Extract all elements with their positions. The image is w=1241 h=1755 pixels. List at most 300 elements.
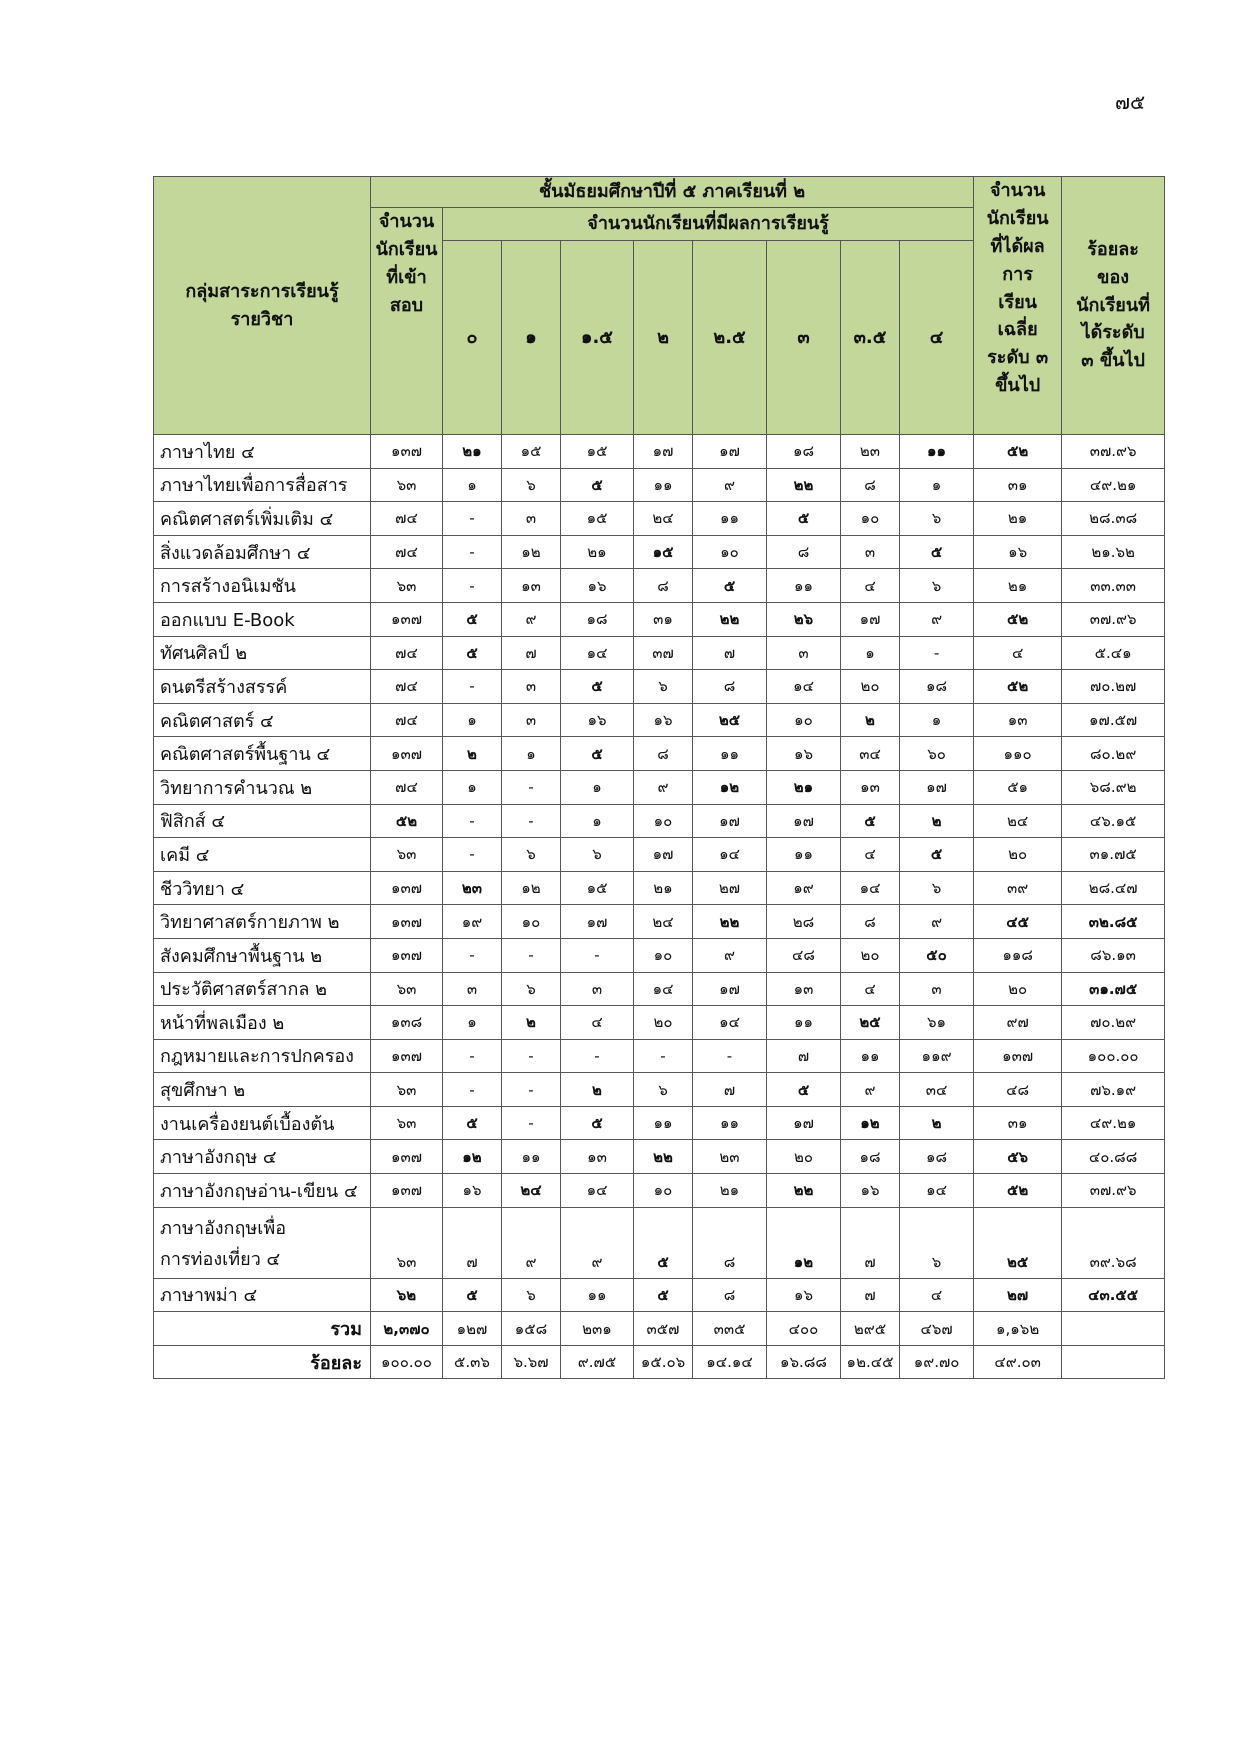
header-grade: ๓.๕	[841, 241, 900, 435]
g15-cell: ๑	[561, 770, 634, 804]
g2-cell: ๑๑	[634, 468, 693, 502]
table-row	[154, 1207, 1165, 1278]
pct-cell: ๒๑.๖๒	[1062, 535, 1165, 569]
g0-cell: ๕	[443, 602, 502, 636]
g2-cell: ๓๑	[634, 602, 693, 636]
header-avg-count	[974, 177, 1062, 435]
header-pct-line: ของ	[1097, 266, 1130, 288]
g0-cell: ๗	[443, 1207, 502, 1278]
tested-cell: ๗๔	[371, 636, 443, 670]
pct-cell: ๓๗.๙๖	[1062, 435, 1165, 469]
g4-cell: ๓๔	[900, 1073, 974, 1107]
g35-cell: ๒๐	[841, 938, 900, 972]
subject-cell	[154, 1073, 371, 1107]
tested-cell: ๑๓๗	[371, 435, 443, 469]
percent-row-label: ร้อยละ	[154, 1345, 371, 1379]
g0-cell: ๕	[443, 636, 502, 670]
subject-cell	[154, 636, 371, 670]
table-row	[154, 1140, 1165, 1174]
subject-name: ภาษาอังกฤษ ๔	[160, 1147, 277, 1169]
total-row-g4: ๔๖๗	[900, 1312, 974, 1346]
header-avg-line: นักเรียน	[986, 207, 1049, 229]
g1-cell: ๒	[502, 1006, 561, 1040]
g15-cell: ๕	[561, 737, 634, 771]
tested-cell: ๖๓	[371, 1207, 443, 1278]
g15-cell: ๑	[561, 804, 634, 838]
g1-cell: ๑๓	[502, 569, 561, 603]
g15-cell: ๑๖	[561, 569, 634, 603]
pct-cell: ๓๑.๗๕	[1062, 838, 1165, 872]
g4-cell: ๒	[900, 1106, 974, 1140]
g1-cell: ๑๕	[502, 435, 561, 469]
g1-cell: ๑	[502, 737, 561, 771]
percent-row-tested: ๑๐๐.๐๐	[371, 1345, 443, 1379]
g25-cell: ๑๑	[693, 737, 767, 771]
g4-cell: ๑๘	[900, 670, 974, 704]
g25-cell: ๒๓	[693, 1140, 767, 1174]
table-row	[154, 468, 1165, 502]
table-row	[154, 636, 1165, 670]
header-level-term: ชั้นมัธยมศึกษาปีที่ ๕ ภาคเรียนที่ ๒	[371, 177, 974, 208]
g2-cell: ๙	[634, 770, 693, 804]
avg-cell: ๑๓	[974, 703, 1062, 737]
percent-row-g15: ๙.๗๕	[561, 1345, 634, 1379]
g25-cell: -	[693, 1039, 767, 1073]
total-row-g1: ๑๕๘	[502, 1312, 561, 1346]
g2-cell: ๑๗	[634, 838, 693, 872]
g1-cell: -	[502, 770, 561, 804]
tested-cell: ๑๓๗	[371, 905, 443, 939]
g1-cell: ๖	[502, 972, 561, 1006]
subject-name: ภาษาไทย ๔	[160, 441, 255, 463]
tested-cell: ๖๓	[371, 569, 443, 603]
avg-cell: ๒๐	[974, 838, 1062, 872]
total-row-avg: ๑,๑๖๒	[974, 1312, 1062, 1346]
g3-cell: ๑๖	[767, 1278, 841, 1312]
g4-cell: ๒	[900, 804, 974, 838]
g15-cell: ๑๕	[561, 502, 634, 536]
g15-cell: -	[561, 1039, 634, 1073]
tested-cell: ๖๓	[371, 1073, 443, 1107]
g15-cell: ๔	[561, 1006, 634, 1040]
avg-cell: ๓๙	[974, 871, 1062, 905]
table-row	[154, 602, 1165, 636]
percent-row-g2: ๑๕.๐๖	[634, 1345, 693, 1379]
page-number: ๗๕	[1115, 90, 1146, 114]
results-table	[153, 176, 1165, 1379]
percent-row-g1: ๖.๖๗	[502, 1345, 561, 1379]
subject-name-line2: การท่องเที่ยว ๔	[160, 1249, 281, 1271]
g15-cell: ๑๑	[561, 1278, 634, 1312]
g3-cell: ๗	[767, 1039, 841, 1073]
g15-cell: ๑๕	[561, 871, 634, 905]
pct-cell: ๗๖.๑๙	[1062, 1073, 1165, 1107]
subject-name: สังคมศึกษาพื้นฐาน ๒	[160, 945, 323, 967]
g2-cell: ๘	[634, 737, 693, 771]
subject-name: กฎหมายและการปกครอง	[160, 1046, 354, 1068]
table-row	[154, 770, 1165, 804]
tested-cell: ๕๒	[371, 804, 443, 838]
g35-cell: ๑๐	[841, 502, 900, 536]
pct-cell: ๗๐.๒๗	[1062, 670, 1165, 704]
percent-row-avg: ๔๙.๐๓	[974, 1345, 1062, 1379]
subject-name: คณิตศาสตร์เพิ่มเติม ๔	[160, 508, 334, 530]
subject-cell	[154, 435, 371, 469]
subject-name: งานเครื่องยนต์เบื้องต้น	[160, 1113, 335, 1135]
header-pct-line: นักเรียนที่	[1076, 294, 1150, 316]
g3-cell: ๒๘	[767, 905, 841, 939]
header-grade: ๒.๕	[693, 241, 767, 435]
avg-cell: ๒๑	[974, 569, 1062, 603]
g1-cell: ๑๑	[502, 1140, 561, 1174]
g25-cell: ๑๗	[693, 972, 767, 1006]
table-row	[154, 838, 1165, 872]
avg-cell: ๙๗	[974, 1006, 1062, 1040]
g15-cell: -	[561, 938, 634, 972]
header-avg-line: เรียน	[998, 291, 1037, 313]
g25-cell: ๑๗	[693, 435, 767, 469]
avg-cell: ๔๘	[974, 1073, 1062, 1107]
header-students-tested	[371, 208, 443, 435]
total-row-g2: ๓๕๗	[634, 1312, 693, 1346]
g2-cell: ๒๑	[634, 871, 693, 905]
g3-cell: ๕	[767, 1073, 841, 1107]
table-row	[154, 804, 1165, 838]
header-avg-line: ที่ได้ผล	[990, 235, 1045, 257]
g3-cell: ๑๐	[767, 703, 841, 737]
subject-cell	[154, 804, 371, 838]
g2-cell: ๑๐	[634, 804, 693, 838]
g2-cell: -	[634, 1039, 693, 1073]
g4-cell: ๕	[900, 535, 974, 569]
tested-cell: ๖๓	[371, 468, 443, 502]
g0-cell: ๑๒	[443, 1140, 502, 1174]
tested-cell: ๗๔	[371, 502, 443, 536]
pct-cell: ๑๗.๕๗	[1062, 703, 1165, 737]
g15-cell: ๓	[561, 972, 634, 1006]
header-tested-line: ที่เข้า	[386, 266, 427, 288]
g1-cell: -	[502, 1039, 561, 1073]
tested-cell: ๗๔	[371, 703, 443, 737]
g25-cell: ๑๒	[693, 770, 767, 804]
tested-cell: ๖๓	[371, 972, 443, 1006]
g0-cell: ๒๑	[443, 435, 502, 469]
g1-cell: ๓	[502, 703, 561, 737]
g35-cell: ๓	[841, 535, 900, 569]
g25-cell: ๒๗	[693, 871, 767, 905]
avg-cell: ๓๑	[974, 1106, 1062, 1140]
pct-cell: ๒๘.๔๗	[1062, 871, 1165, 905]
pct-cell: ๔๓.๕๕	[1062, 1278, 1165, 1312]
g1-cell: ๖	[502, 1278, 561, 1312]
header-tested-line: จำนวน	[378, 211, 435, 232]
g3-cell: ๑๗	[767, 804, 841, 838]
avg-cell: ๕๖	[974, 1140, 1062, 1174]
subject-name: การสร้างอนิเมชัน	[160, 576, 296, 598]
g15-cell: ๑๘	[561, 602, 634, 636]
g25-cell: ๑๑	[693, 502, 767, 536]
avg-cell: ๕๒	[974, 435, 1062, 469]
table-row	[154, 871, 1165, 905]
g2-cell: ๒๐	[634, 1006, 693, 1040]
total-row-pct	[1062, 1312, 1165, 1346]
subject-name: ภาษาอังกฤษอ่าน-เขียน ๔	[160, 1180, 358, 1202]
table-row	[154, 1073, 1165, 1107]
table-row	[154, 938, 1165, 972]
avg-cell: ๒๑	[974, 502, 1062, 536]
subject-cell	[154, 1106, 371, 1140]
g25-cell: ๑๑	[693, 1106, 767, 1140]
subject-cell	[154, 737, 371, 771]
avg-cell: ๕๑	[974, 770, 1062, 804]
g1-cell: ๑๒	[502, 871, 561, 905]
total-row-g15: ๒๓๑	[561, 1312, 634, 1346]
g4-cell: ๖	[900, 1207, 974, 1278]
g0-cell: ๕	[443, 1278, 502, 1312]
g35-cell: ๑๓	[841, 770, 900, 804]
g1-cell: ๗	[502, 636, 561, 670]
header-subject-group: กลุ่มสาระการเรียนรู้	[185, 280, 339, 302]
g0-cell: ๑	[443, 468, 502, 502]
subject-name: ประวัติศาสตร์สากล ๒	[160, 979, 328, 1001]
g15-cell: ๑๖	[561, 703, 634, 737]
g25-cell: ๘	[693, 670, 767, 704]
subject-cell	[154, 1207, 371, 1278]
header-avg-line: เฉลี่ย	[997, 319, 1038, 341]
table-body	[154, 435, 1165, 1379]
tested-cell: ๑๓๗	[371, 871, 443, 905]
g0-cell: -	[443, 938, 502, 972]
g15-cell: ๕	[561, 670, 634, 704]
header-tested-line: นักเรียน	[375, 238, 438, 260]
tested-cell: ๗๔	[371, 535, 443, 569]
g25-cell: ๒๒	[693, 602, 767, 636]
total-row-g0: ๑๒๗	[443, 1312, 502, 1346]
g25-cell: ๕	[693, 569, 767, 603]
g15-cell: ๕	[561, 468, 634, 502]
subject-name: เคมี ๔	[160, 844, 210, 866]
header-avg-line: การ	[1002, 263, 1033, 285]
avg-cell: ๒๕	[974, 1207, 1062, 1278]
g25-cell: ๒๕	[693, 703, 767, 737]
g35-cell: ๘	[841, 468, 900, 502]
subject-cell	[154, 905, 371, 939]
g3-cell: ๑๖	[767, 737, 841, 771]
table-row	[154, 1106, 1165, 1140]
g1-cell: -	[502, 1073, 561, 1107]
header-pct-line: ร้อยละ	[1087, 238, 1139, 260]
percent-row-g25: ๑๔.๑๔	[693, 1345, 767, 1379]
pct-cell: ๔๖.๑๕	[1062, 804, 1165, 838]
subject-cell	[154, 871, 371, 905]
total-row-g3: ๔๐๐	[767, 1312, 841, 1346]
g4-cell: ๑๔	[900, 1174, 974, 1208]
avg-cell: ๕๒	[974, 1174, 1062, 1208]
pct-cell: ๒๘.๓๘	[1062, 502, 1165, 536]
table-row	[154, 670, 1165, 704]
g3-cell: ๑๙	[767, 871, 841, 905]
subject-name: วิทยาศาสตร์กายภาพ ๒	[160, 912, 340, 934]
g3-cell: ๑๑	[767, 1006, 841, 1040]
pct-cell: ๕.๔๑	[1062, 636, 1165, 670]
subject-name: ภาษาพม่า ๔	[160, 1285, 258, 1307]
g2-cell: ๑๗	[634, 435, 693, 469]
subject-cell	[154, 1006, 371, 1040]
g15-cell: ๕	[561, 1106, 634, 1140]
subject-name: สุขศึกษา ๒	[160, 1080, 246, 1102]
g3-cell: ๑๔	[767, 670, 841, 704]
avg-cell: ๕๒	[974, 602, 1062, 636]
subject-cell	[154, 938, 371, 972]
g3-cell: ๑๓	[767, 972, 841, 1006]
subject-name: หน้าที่พลเมือง ๒	[160, 1012, 285, 1034]
avg-cell: ๓๑	[974, 468, 1062, 502]
avg-cell: ๔	[974, 636, 1062, 670]
g1-cell: ๓	[502, 670, 561, 704]
subject-cell	[154, 569, 371, 603]
g3-cell: ๔๘	[767, 938, 841, 972]
header-grade-group: จำนวนนักเรียนที่มีผลการเรียนรู้	[443, 208, 974, 241]
pct-cell: ๓๑.๗๕	[1062, 972, 1165, 1006]
g35-cell: ๔	[841, 569, 900, 603]
subject-cell	[154, 1174, 371, 1208]
g25-cell: ๒๑	[693, 1174, 767, 1208]
g35-cell: ๗	[841, 1278, 900, 1312]
g35-cell: ๒	[841, 703, 900, 737]
g35-cell: ๓๔	[841, 737, 900, 771]
g3-cell: ๕	[767, 502, 841, 536]
subject-name: คณิตศาสตร์พื้นฐาน ๔	[160, 744, 331, 766]
g4-cell: ๔	[900, 1278, 974, 1312]
total-row-label: รวม	[154, 1312, 371, 1346]
header-subject-name: รายวิชา	[230, 308, 294, 330]
avg-cell: ๒๗	[974, 1278, 1062, 1312]
table-row	[154, 972, 1165, 1006]
header-grade: ๐	[443, 241, 502, 435]
g2-cell: ๑๐	[634, 1174, 693, 1208]
g25-cell: ๙	[693, 468, 767, 502]
pct-cell: ๗๐.๒๙	[1062, 1006, 1165, 1040]
g35-cell: ๙	[841, 1073, 900, 1107]
subject-name: วิทยาการคำนวณ ๒	[160, 777, 313, 799]
avg-cell: ๑๑๘	[974, 938, 1062, 972]
g1-cell: -	[502, 938, 561, 972]
g4-cell: ๖	[900, 871, 974, 905]
subject-name: สิ่งแวดล้อมศึกษา ๔	[160, 542, 311, 564]
g25-cell: ๑๔	[693, 1006, 767, 1040]
g0-cell: -	[443, 838, 502, 872]
header-grade: ๑	[502, 241, 561, 435]
pct-cell: ๔๙.๒๑	[1062, 1106, 1165, 1140]
tested-cell: ๗๔	[371, 670, 443, 704]
table-row	[154, 703, 1165, 737]
tested-cell: ๑๓๗	[371, 1140, 443, 1174]
g3-cell: ๓	[767, 636, 841, 670]
percent-row-g0: ๕.๓๖	[443, 1345, 502, 1379]
g2-cell: ๑๕	[634, 535, 693, 569]
g0-cell: ๑๙	[443, 905, 502, 939]
g35-cell: ๑๑	[841, 1039, 900, 1073]
g2-cell: ๖	[634, 1073, 693, 1107]
g0-cell: ๓	[443, 972, 502, 1006]
g15-cell: ๒	[561, 1073, 634, 1107]
g35-cell: ๔	[841, 838, 900, 872]
g1-cell: ๓	[502, 502, 561, 536]
g25-cell: ๘	[693, 1278, 767, 1312]
g3-cell: ๑๑	[767, 569, 841, 603]
header-avg-line: ระดับ ๓	[987, 347, 1049, 369]
pct-cell: ๓๙.๖๘	[1062, 1207, 1165, 1278]
g4-cell: ๙	[900, 602, 974, 636]
g25-cell: ๗	[693, 1073, 767, 1107]
avg-cell: ๒๐	[974, 972, 1062, 1006]
percent-row-pct	[1062, 1345, 1165, 1379]
percent-row-g4: ๑๙.๗๐	[900, 1345, 974, 1379]
g2-cell: ๘	[634, 569, 693, 603]
g3-cell: ๑๘	[767, 435, 841, 469]
g4-cell: ๕๐	[900, 938, 974, 972]
table-row	[154, 569, 1165, 603]
subject-cell	[154, 972, 371, 1006]
tested-cell: ๑๓๘	[371, 1006, 443, 1040]
g25-cell: ๑๔	[693, 838, 767, 872]
header-grade: ๔	[900, 241, 974, 435]
table-row	[154, 1278, 1165, 1312]
g2-cell: ๑๔	[634, 972, 693, 1006]
subject-name: ภาษาไทยเพื่อการสื่อสาร	[160, 475, 348, 497]
g3-cell: ๑๑	[767, 838, 841, 872]
g0-cell: -	[443, 670, 502, 704]
g2-cell: ๓๗	[634, 636, 693, 670]
subject-name: ชีววิทยา ๔	[160, 878, 245, 900]
pct-cell: ๓๗.๙๖	[1062, 1174, 1165, 1208]
tested-cell: ๖๒	[371, 1278, 443, 1312]
g4-cell: ๑๘	[900, 1140, 974, 1174]
g1-cell: ๙	[502, 1207, 561, 1278]
subject-name: ภาษาอังกฤษเพื่อ	[160, 1218, 287, 1240]
g0-cell: -	[443, 1039, 502, 1073]
g0-cell: -	[443, 1073, 502, 1107]
header-grade: ๓	[767, 241, 841, 435]
g35-cell: ๔	[841, 972, 900, 1006]
pct-cell: ๓๓.๓๓	[1062, 569, 1165, 603]
table-row	[154, 905, 1165, 939]
g3-cell: ๒๖	[767, 602, 841, 636]
header-avg-line: ขึ้นไป	[995, 375, 1041, 397]
g35-cell: ๒๓	[841, 435, 900, 469]
g2-cell: ๕	[634, 1207, 693, 1278]
g4-cell: ๓	[900, 972, 974, 1006]
pct-cell: ๓๒.๘๕	[1062, 905, 1165, 939]
g35-cell: ๑๔	[841, 871, 900, 905]
g0-cell: ๒	[443, 737, 502, 771]
total-row-g35: ๒๙๕	[841, 1312, 900, 1346]
g35-cell: ๘	[841, 905, 900, 939]
g4-cell: ๕	[900, 838, 974, 872]
g3-cell: ๘	[767, 535, 841, 569]
g15-cell: ๒๑	[561, 535, 634, 569]
avg-cell: ๔๕	[974, 905, 1062, 939]
g1-cell: ๑๐	[502, 905, 561, 939]
g3-cell: ๒๒	[767, 1174, 841, 1208]
avg-cell: ๑๑๐	[974, 737, 1062, 771]
subject-cell	[154, 770, 371, 804]
table-row	[154, 502, 1165, 536]
subject-name: ออกแบบ E-Book	[160, 609, 295, 631]
g4-cell: ๖	[900, 502, 974, 536]
g0-cell: ๑	[443, 770, 502, 804]
g3-cell: ๒๑	[767, 770, 841, 804]
